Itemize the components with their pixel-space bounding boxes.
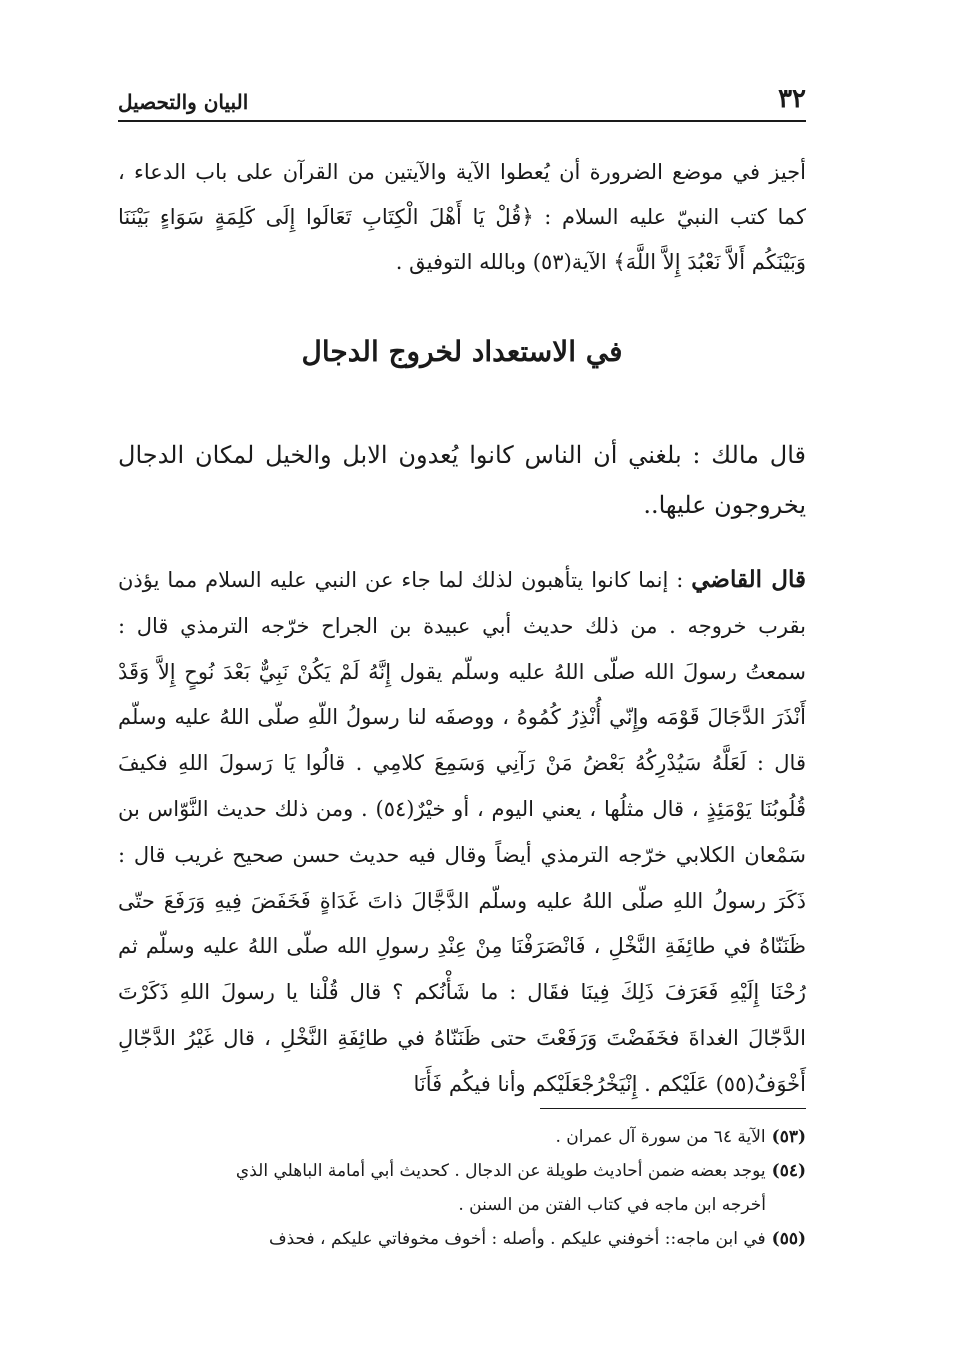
- footnote-53: [118, 1122, 806, 1152]
- running-title: البيان والتحصيل: [118, 90, 249, 114]
- footnote-text: في ابن ماجه:: أخوفني عليكم . وأصله : أخوف مخوفاتي عليكم ، فحذف: [269, 1229, 766, 1249]
- footnote-text: الآية ٦٤ من سورة آل عمران .: [555, 1127, 766, 1147]
- section-title: في الاستعداد لخروج الدجال: [301, 335, 623, 368]
- paragraph-1: أجيز في موضع الضرورة أن يُعطوا الآية والآيتين من القرآن على باب الدعاء ، كما كتب النبيّ عليه السلام : ﴿قُلْ يَا أَهْلَ الْكِتَابِ تَعَالَوا إِلَى كَلِمَةٍ سَوَاءٍ بَيْنَنَا وَبَيْنَكُم أَلاَّ نَعْبُدَ إِلاَّ اللَّهَ﴾ الآية(٥٣) وبالله التوفيق .: [118, 160, 806, 274]
- page-header: [118, 82, 806, 122]
- footnote-separator: [540, 1108, 806, 1109]
- paragraph-3-lead: قال القاضي: [691, 566, 806, 593]
- footnote-55: [118, 1224, 806, 1254]
- page-number: ٣٢: [778, 84, 806, 114]
- footnotes: [118, 1122, 806, 1258]
- footnote-54-continued: [118, 1190, 806, 1220]
- footnote-number: (٥٥): [771, 1229, 806, 1249]
- footnote-text: أخرجه ابن ماجه في كتاب الفتن من السنن .: [458, 1195, 766, 1215]
- paragraph-2: قال مالك : بلغني أن الناس كانوا يُعدون الابل والخيل لمكان الدجال يخروجون عليها..: [118, 441, 806, 519]
- footnote-number: (٥٤): [771, 1161, 806, 1181]
- footnote-54: [118, 1156, 806, 1186]
- paragraph-3: [118, 557, 806, 1108]
- footnote-number: (٥٣): [771, 1127, 806, 1147]
- footnote-text: يوجد بعضه ضمن أحاديث طويلة عن الدجال . كحديث أبي أمامة الباهلي الذي: [235, 1161, 766, 1181]
- paragraph-3-text: : إنما كانوا يتأهبون لذلك لما جاء عن النبي عليه السلام مما يؤذن بقرب خروجه . من ذلك حديث أبي عبيدة بن الجراح خرّجه الترمذي قال : سمعتُ رسولَ الله صلّى اللهُ عليه وسلّم يقول إِنَّهُ لَمْ يَكُنْ نَبِيٌّ بَعْدَ نُوحٍ إِلاَّ وَقَدْ أَنْذَرَ الدَّجَالَ قَوْمَه وإِنّي أُنْذِرُ كُمُوهُ ، ووصفَه لنا رسولُ اللّهِ صلّى اللهُ عليه وسلّم قال : لَعَلَّهُ سَيُدْرِكُهُ بَعْضُ مَنْ رَآنِي وَسَمِعَ كلامِي . قالُوا يَا رَسولَ اللهِ فكيفَ قُلُوبُنَا يَوْمَئِذٍ ، قال مثلُها ، يعني اليوم ، أو خيْرٌ(٥٤) . ومن ذلك حديث النَّوّاس بن سَمْعان الكلابي خرّجه الترمذي أيضاً وقال فيه حديث حسن صحيح غريب قال : ذَكَرَ رسولُ اللهِ صلّى اللهُ عليه وسلّم الدَّجَّالَ ذاتَ غَدَاةٍ فَخَفَضَ فِيهِ وَرَفَعَ حتّى ظَنَنّاهُ في طائِفَةِ النَّخْلِ ، فَانْصَرَفْنَا مِنْ عِنْدِ رسولِ الله صلّى اللهُ عليه وسلّم ثم رُحْنَا إِلَيْهِ فَعَرَفَ ذَلِكَ فِينَا فقَال : ما شَأْنُكم ؟ قال قُلْنا يا رسولَ اللهِ ذَكَرْتَ الدَّجّالَ الغداةَ فخَفَضْتَ وَرَفَعْتَ حتى ظَنَنّاهُ في طائِفَةِ النَّخْلِ ، قال غَيْرُ الدَّجّالِ أَخْوَفُ(٥٥) عَلَيْكم . إِنْيَخْرُجْعَلَيْكم وأنا فيكُم فَأَنَا: [118, 568, 806, 1096]
